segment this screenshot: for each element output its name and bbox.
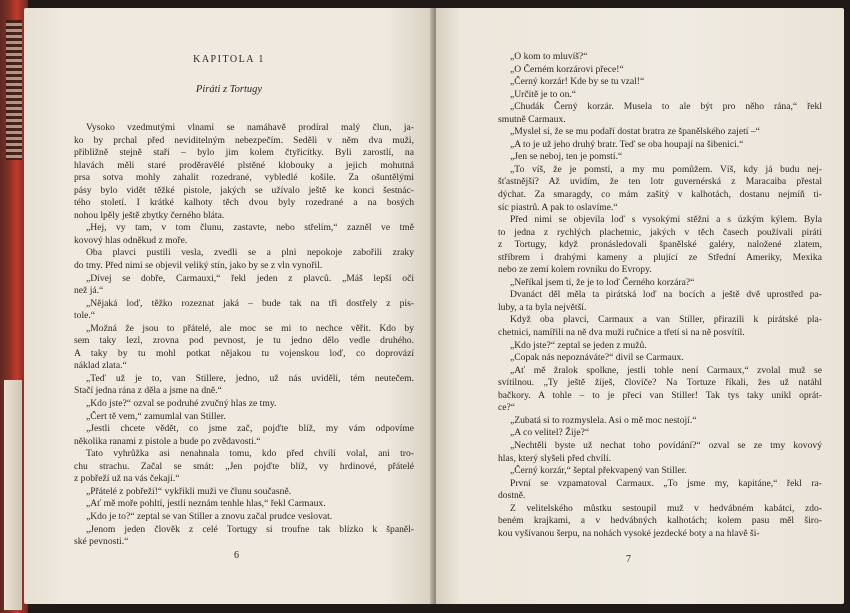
text-line: chu strachu. Začal se smát: „Jen pojďte blíž, vy hrdinové, přátelé — [74, 460, 414, 472]
chapter-heading: KAPITOLA 1 — [193, 54, 265, 65]
text-line: „A to je už jeho druhý bratr. Teď se oba houpají na šibenici.“ — [510, 138, 744, 150]
text-line: „Hej, vy tam, v tom člunu, zastavte, nebo střelím,“ zazněl ve tmě — [86, 222, 414, 234]
text-line: „Kdo jste?“ zeptal se jeden z mužů. — [510, 339, 647, 351]
page-number-right: 7 — [626, 554, 631, 565]
left-page — [24, 8, 434, 604]
text-line: hlas, který slyšeli před chvílí. — [498, 452, 611, 464]
text-line: „Černý korzár! Kde by se tu vzal!“ — [510, 76, 645, 88]
text-line: kou vyšívanou šerpu, na nohách vysoké jezdecké boty a na hlavě ši- — [498, 527, 760, 539]
text-line: z Tortugy, když pronásledovali španělské galéry, naložené zlatem, — [498, 239, 822, 251]
text-line: „Copak nás nepoznáváte?“ divil se Carmaux. — [510, 352, 684, 364]
text-line: „Teď už je to, van Stillere, jedno, už nás uviděli, tém neutečem. — [86, 372, 414, 384]
text-line: tého století. I krátké kalhoty těch dvou byly rozedrané a na bosých — [74, 197, 414, 209]
text-line: nohou lpěly ještě zbytky černého bláta. — [74, 209, 225, 221]
text-line: „Možná že jsou to přátelé, ale moc se mi to nechce věřit. Kdo by — [86, 322, 414, 334]
text-line: síc piastrů. A pak to oslavíme.“ — [498, 201, 618, 213]
text-line: Před nimi se objevila loď s vysokými stěžni a s úzkým kýlem. Byla — [510, 214, 822, 226]
text-line: Když oba plavci, Carmaux a van Stiller, přirazili k pirátské pla- — [510, 314, 822, 326]
text-line: Tato vyhrůžka asi nenahnala tomu, kdo před chvílí volal, ani tro- — [86, 448, 414, 460]
text-line: „A co velitel? Žije?“ — [510, 427, 590, 439]
text-line: „Nechtěli byste už nechat toho povídání?“ ozval se ze tmy kovový — [510, 439, 822, 451]
text-line: Oba plavci pustili vesla, zvedli se a plni nepokoje zabořili zraky — [86, 247, 414, 259]
text-line: Z velitelského můstku sestoupil muž v hedvábném kabátci, zdo- — [510, 502, 822, 514]
text-line: tole.“ — [74, 310, 96, 322]
text-line: „Určitě je to on.“ — [510, 88, 577, 100]
text-line: Stačí jedna rána z děla a jsme na dně.“ — [74, 385, 222, 397]
text-line: A taky by tu mohl potkat nějakou tu vojenskou loď, co doprovází — [74, 347, 414, 359]
text-line: „Kdo jste?“ ozval se podruhé zvučný hlas ze tmy. — [86, 398, 277, 410]
text-line: „Myslel si, že se mu podaří dostat bratra ze španělského zajetí –“ — [510, 126, 760, 138]
text-line: šťastnější? Až uvidím, že ten lotr guvernérská z Maracaiba přestal — [498, 176, 822, 188]
text-line: do tmy. Před nimi se objevil veliký stín, jako by se z vln vynořil. — [74, 260, 323, 272]
text-line: „O Černém korzárovi přece!“ — [510, 63, 624, 75]
text-line: ko by prchal před neviditelným nebezpečím. Seděli v něm dva muži, — [74, 134, 414, 146]
text-line: dýchat. Za smaragdy, co mám zašitý v kalhotách, dostanu nejmíň ti- — [498, 189, 822, 201]
right-page — [436, 8, 844, 604]
text-line: „Jen se neboj, ten je pomstí.“ — [510, 151, 623, 163]
text-line: hlavách měli staré proděravělé plstěné klobouky a jejich mohutná — [74, 159, 414, 171]
text-line: dostně. — [498, 490, 526, 502]
text-line: pásy bylo vidět těžké pistole, jakých se užívalo ještě ke konci šestnác- — [74, 184, 414, 196]
text-line: nebo ze zemí kolem rovníku do Evropy. — [498, 264, 652, 276]
text-line: „Jenom jeden člověk z celé Tortugy si troufne tak blízko k španěl- — [86, 523, 414, 535]
text-line: beném krajkami, a v hedvábných kalhotách; kolem pasu měl širo- — [498, 515, 822, 527]
text-line: „Neříkal jsem ti, že je to loď Černého korzára?“ — [510, 276, 695, 288]
text-line: „O kom to mluvíš?“ — [510, 51, 588, 62]
cover-white-strip — [4, 380, 22, 610]
text-line: Dvanáct děl měla ta pirátská loď na bocích a ještě dvě uprostřed pa- — [510, 289, 822, 301]
text-line: „Ať mě moře pohltí, jestli neznám tenhle hlas,“ řekl Carmaux. — [86, 498, 326, 510]
text-line: „Černý korzár,“ šeptal překvapený van Stiller. — [510, 465, 687, 477]
text-line: ské pevnosti.“ — [74, 536, 129, 548]
text-line: „Čert tě vem,“ zamumlal van Stiller. — [86, 410, 226, 422]
text-line: než já.“ — [74, 285, 104, 297]
right-page-text — [498, 51, 822, 540]
text-line: bačkory. A tohle – to je přeci van Stiller! Tak tys taky unikl oprát- — [498, 389, 822, 401]
text-line: „Zubatá si to rozmyslela. Asi o mě moc nestojí.“ — [510, 414, 697, 426]
text-line: kovový hlas odněkud z moře. — [74, 234, 188, 246]
text-line: „Ať mě žralok spolkne, jestli tohle není Carmaux,“ zvolal muž se — [510, 364, 822, 376]
text-line: prsa sotva mohly zahalit rozedrané, vybledlé košile. Za ošuntělými — [74, 172, 414, 184]
left-page-text — [74, 122, 414, 549]
chapter-subtitle: Piráti z Tortugy — [195, 84, 263, 95]
text-line: luby, a ta byla největší. — [498, 301, 587, 313]
text-line: náklad zlata.“ — [74, 360, 127, 372]
text-line: První se vzpamatoval Carmaux. „To jsme my, kapitáne,“ řekl ra- — [510, 477, 822, 489]
text-line: sem taky lezl, zrovna pod pevnost, je tu jedno dělo vedle druhého. — [74, 335, 414, 347]
text-line: smutně Carmaux. — [498, 113, 566, 125]
text-line: svítilnou. „Ty ještě žiješ, človiče? Na Tortuze říkali, žes už natáhl — [498, 377, 822, 389]
text-line: několika ranami z pistole a bude po zvědavosti.“ — [74, 435, 261, 447]
text-line: „Přátelé z pobřeží!“ vykřikli muži ve člunu současně. — [86, 485, 292, 497]
text-line: „Kdo je to?“ zeptal se van Stiller a znovu začal prudce veslovat. — [86, 510, 333, 522]
text-line: „Dívej se dobře, Carmauxi,“ řekl jeden z plavců. „Máš lepší oči — [86, 272, 414, 284]
page-stack-edge — [6, 20, 22, 160]
page-number-left: 6 — [234, 550, 239, 561]
text-line: ce?“ — [498, 402, 516, 414]
text-line: „Nějaká loď, těžko rozeznat jaká – bude tak na tři dostřely z pis- — [86, 297, 414, 309]
text-line: stříbrem i drahými kameny a plující ze Střední Ameriky, Mexika — [498, 251, 822, 263]
text-line: přibližně stejně staří – bylo jim kolem čtyřicítky. Byli zarostlí, na — [74, 147, 414, 159]
text-line: „To víš, že je pomstí, a my mu pomůžem. Víš, kdy já budu nej- — [510, 163, 822, 175]
text-line: z pobřeží už na vás čekají.“ — [74, 473, 180, 485]
text-line: to jedna z rychlých plachetnic, jakých v těch časech používali piráti — [498, 226, 822, 238]
text-line: chetnici, namířili na ně dva muži ručnice a třetí si na ně posvítil. — [498, 327, 745, 339]
text-line: „Jestli chcete vědět, co jsme zač, pojďte blíž, my vám odpovíme — [86, 423, 414, 435]
text-line: Vysoko vzedmutými vlnami se namáhavě prodíral malý člun, ja- — [86, 122, 414, 133]
text-line: „Chudák Černý korzár. Musela to ale být pro něho rána,“ řekl — [510, 101, 822, 113]
